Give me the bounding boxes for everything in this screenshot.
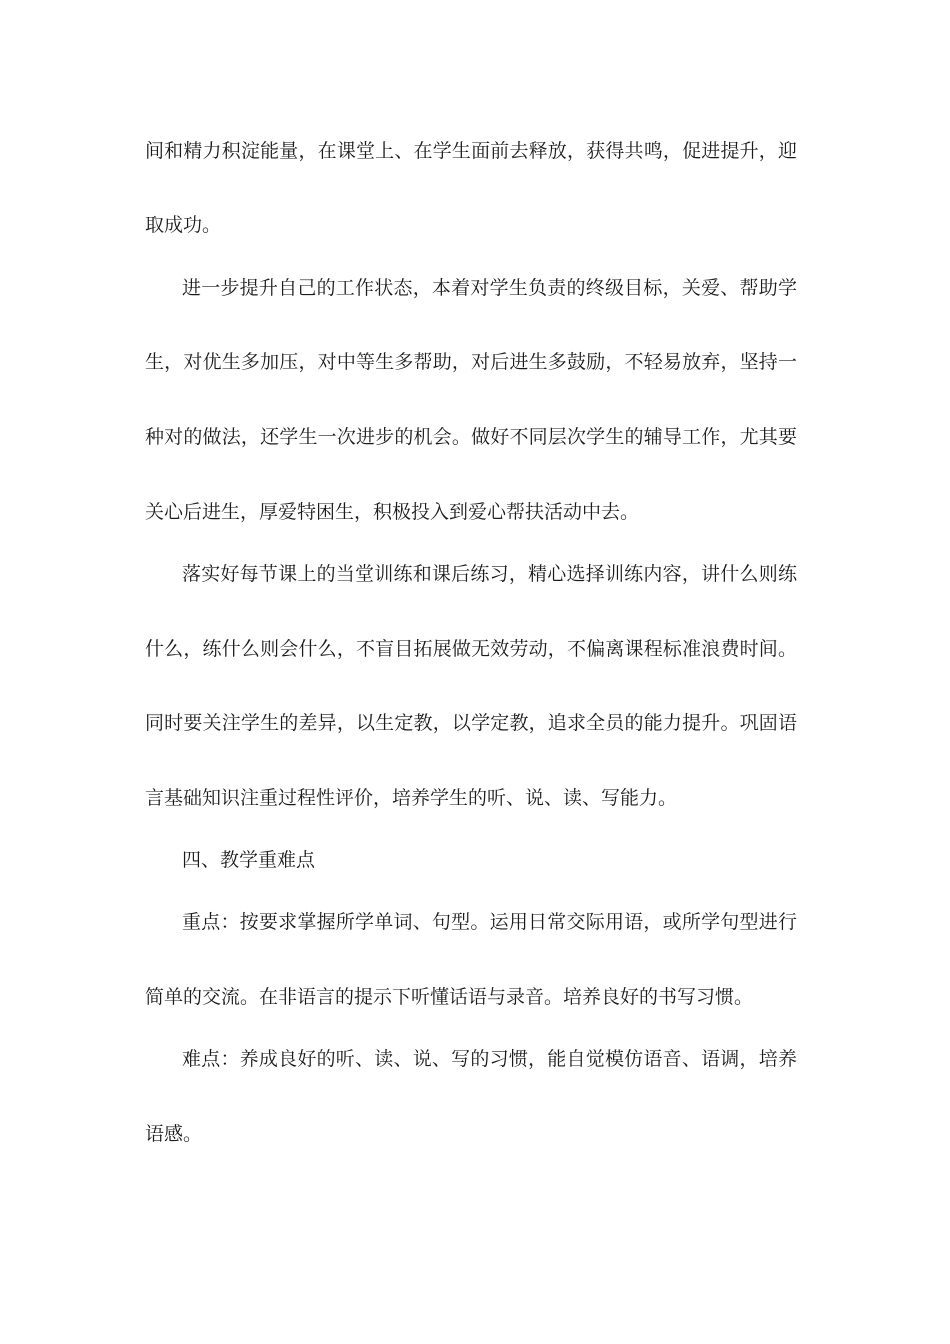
paragraph-line: 关心后进生，厚爱特困生，积极投入到爱心帮扶活动中去。 bbox=[145, 501, 640, 523]
paragraph-line: 落实好每节课上的当堂训练和课后练习，精心选择训练内容，讲什么则练 bbox=[182, 563, 797, 585]
paragraph-line: 什么，练什么则会什么，不盲目拓展做无效劳动，不偏离课程标准浪费时间。 bbox=[145, 638, 797, 660]
paragraph-line: 语感。 bbox=[145, 1123, 203, 1145]
paragraph-line: 言基础知识注重过程性评价，培养学生的听、说、读、写能力。 bbox=[145, 787, 678, 809]
paragraph-line: 生，对优生多加压，对中等生多帮助，对后进生多鼓励，不轻易放弃，坚持一 bbox=[145, 351, 797, 373]
paragraph-line: 种对的做法，还学生一次进步的机会。做好不同层次学生的辅导工作，尤其要 bbox=[145, 426, 797, 448]
paragraph-line: 重点：按要求掌握所学单词、句型。运用日常交际用语，或所学句型进行 bbox=[182, 911, 797, 933]
section-heading: 四、教学重难点 bbox=[182, 849, 316, 871]
paragraph-line: 同时要关注学生的差异，以生定教，以学定教，追求全员的能力提升。巩固语 bbox=[145, 712, 797, 734]
paragraph-line: 取成功。 bbox=[145, 214, 222, 236]
paragraph-line: 难点：养成良好的听、读、说、写的习惯，能自觉模仿语音、语调，培养 bbox=[182, 1048, 797, 1070]
paragraph-line: 进一步提升自己的工作状态，本着对学生负责的终级目标，关爱、帮助学 bbox=[182, 277, 797, 299]
paragraph-line: 间和精力积淀能量，在课堂上、在学生面前去释放，获得共鸣，促进提升，迎 bbox=[145, 140, 797, 162]
paragraph-line: 简单的交流。在非语言的提示下听懂话语与录音。培养良好的书写习惯。 bbox=[145, 986, 754, 1008]
